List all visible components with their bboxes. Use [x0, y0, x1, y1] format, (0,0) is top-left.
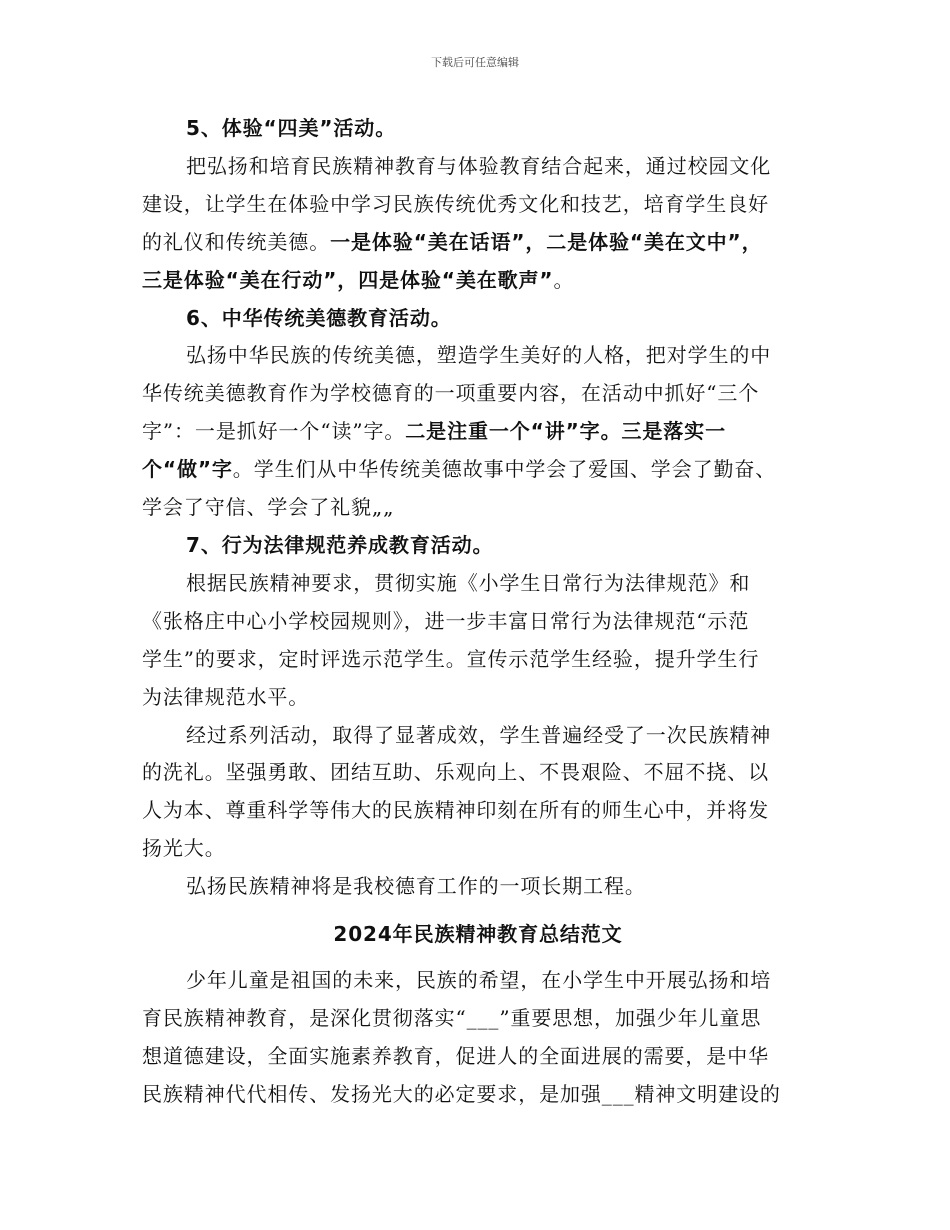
- text-run: 为法律规范水平。: [142, 684, 310, 709]
- section-title: [142, 916, 814, 954]
- text-run: 学生”的要求，定时评选示范学生。宣传示范学生经验，提升学生行: [142, 646, 760, 671]
- bold-text: 三是体验“美在行动”，四是体验“美在歌声”: [142, 267, 554, 292]
- bold-text: 个“做”字: [142, 457, 233, 482]
- text-line: [142, 300, 814, 338]
- text-line: [142, 868, 814, 906]
- text-run: 《张格庄中心小学校园规则》，进一步丰富日常行为法律规范“示范: [142, 608, 750, 633]
- text-run: 的礼仪和传统美德。: [142, 229, 331, 254]
- text-run: 人为本、尊重科学等伟大的民族精神印刻在所有的师生心中，并将发: [142, 798, 769, 823]
- text-line: [142, 527, 814, 565]
- text-line: [142, 603, 814, 641]
- text-run: 扬光大。: [142, 836, 226, 861]
- bold-text: 2024年民族精神教育总结范文: [333, 922, 623, 947]
- text-line: [142, 717, 814, 755]
- text-run: 把弘扬和培育民族精神教育与体验教育结合起来，通过校园文化: [186, 153, 772, 178]
- text-line: [142, 830, 814, 868]
- text-run: 字”：一是抓好一个“读”字。: [142, 419, 406, 444]
- text-run: 的洗礼。坚强勇敢、团结互助、乐观向上、不畏艰险、不屈不挠、以: [142, 760, 769, 785]
- text-run: 少年儿童是祖国的未来，民族的希望，在小学生中开展弘扬和培: [186, 967, 772, 992]
- text-run: 弘扬中华民族的传统美德，塑造学生美好的人格，把对学生的中: [186, 343, 772, 368]
- text-run: 经过系列活动，取得了显著成效，学生普遍经受了一次民族精神: [186, 722, 772, 747]
- text-line: [142, 679, 814, 717]
- text-run: 想道德建设，全面实施素养教育，促进人的全面进展的需要，是中华: [142, 1043, 769, 1068]
- text-run: 民族精神代代相传、发扬光大的必定要求，是加强___精神文明建设的: [142, 1081, 781, 1106]
- text-run: 根据民族精神要求，贯彻实施《小学生日常行为法律规范》和: [186, 570, 751, 595]
- text-line: [142, 1000, 814, 1038]
- text-run: 弘扬民族精神将是我校德育工作的一项长期工程。: [186, 874, 646, 899]
- text-line: [142, 1038, 814, 1076]
- text-line: [142, 489, 814, 527]
- text-line: [142, 413, 814, 451]
- text-line: [142, 754, 814, 792]
- bold-text: 6、中华传统美德教育活动。: [186, 305, 452, 330]
- text-run: 华传统美德教育作为学校德育的一项重要内容，在活动中抓好“三个: [142, 381, 760, 406]
- text-line: [142, 337, 814, 375]
- page-header: 下载后可任意编辑: [431, 56, 519, 69]
- text-run: 育民族精神教育，是深化贯彻落实“___”重要思想，加强少年儿童思: [142, 1005, 762, 1030]
- text-line: [142, 641, 814, 679]
- text-line: [142, 224, 814, 262]
- bold-text: 二是注重一个“讲”字。三是落实一: [405, 419, 726, 444]
- text-line: [142, 375, 814, 413]
- text-run: 。学生们从中华传统美德故事中学会了爱国、学会了勤奋、: [232, 457, 777, 482]
- bold-text: 一是体验“美在话语”，二是体验“美在文中”，: [330, 229, 763, 254]
- bold-text: 5、体验“四美”活动。: [186, 116, 397, 140]
- text-run: 。: [553, 267, 575, 292]
- text-run: 建设，让学生在体验中学习民族传统优秀文化和技艺，培育学生良好: [142, 191, 769, 216]
- text-line: [142, 148, 814, 186]
- text-run: 学会了守信、学会了礼貌„„: [142, 495, 395, 520]
- bold-text: 7、行为法律规范养成教育活动。: [186, 532, 494, 557]
- text-line: [142, 262, 814, 300]
- document-body: [142, 110, 814, 1114]
- text-line: [142, 110, 814, 148]
- text-line: [142, 451, 814, 489]
- text-line: [142, 792, 814, 830]
- text-line: [142, 1076, 814, 1114]
- text-line: [142, 962, 814, 1000]
- text-line: [142, 186, 814, 224]
- text-line: [142, 565, 814, 603]
